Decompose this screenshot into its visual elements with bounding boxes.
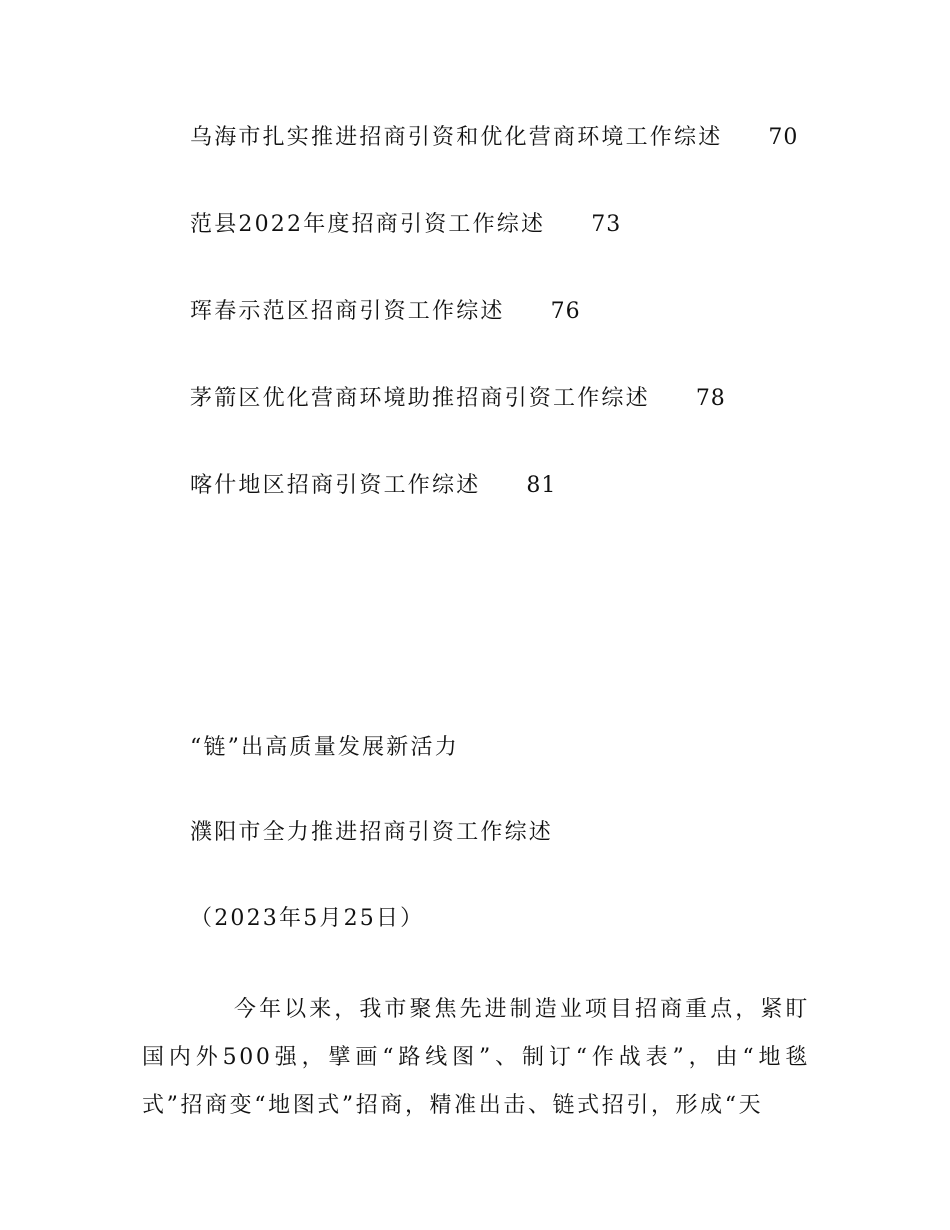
toc-entry-title: 珲春示范区招商引资工作综述	[190, 299, 505, 324]
toc-entry-page: 76	[550, 299, 581, 324]
toc-entry[interactable]	[190, 297, 581, 327]
toc-entry-page: 81	[526, 473, 557, 498]
article-subtitle: 濮阳市全力推进招商引资工作综述	[190, 820, 554, 845]
toc-entry[interactable]	[190, 384, 726, 414]
toc-entry[interactable]	[190, 123, 798, 153]
toc-entry-title: 乌海市扎实推进招商引资和优化营商环境工作综述	[190, 125, 723, 150]
toc-entry-title: 茅箭区优化营商环境助推招商引资工作综述	[190, 386, 650, 411]
toc-entry-page: 73	[591, 212, 622, 237]
toc-entry-title: 范县2022年度招商引资工作综述	[190, 212, 546, 237]
toc-entry-page: 70	[768, 125, 799, 150]
article-date: （2023年5月25日）	[190, 906, 425, 931]
article-title: “链”出高质量发展新活力	[190, 735, 459, 760]
toc-entry[interactable]	[190, 210, 621, 240]
toc-entry[interactable]	[190, 471, 556, 501]
toc-entry-page: 78	[695, 386, 726, 411]
toc-entry-title: 喀什地区招商引资工作综述	[190, 473, 481, 498]
article-body-paragraph: 今年以来，我市聚焦先进制造业项目招商重点，紧盯国内外500强，擘画“路线图”、制订“作战表”，由“地毯式”招商变“地图式”招商，精准出击、链式招引，形成“天	[142, 997, 810, 1118]
